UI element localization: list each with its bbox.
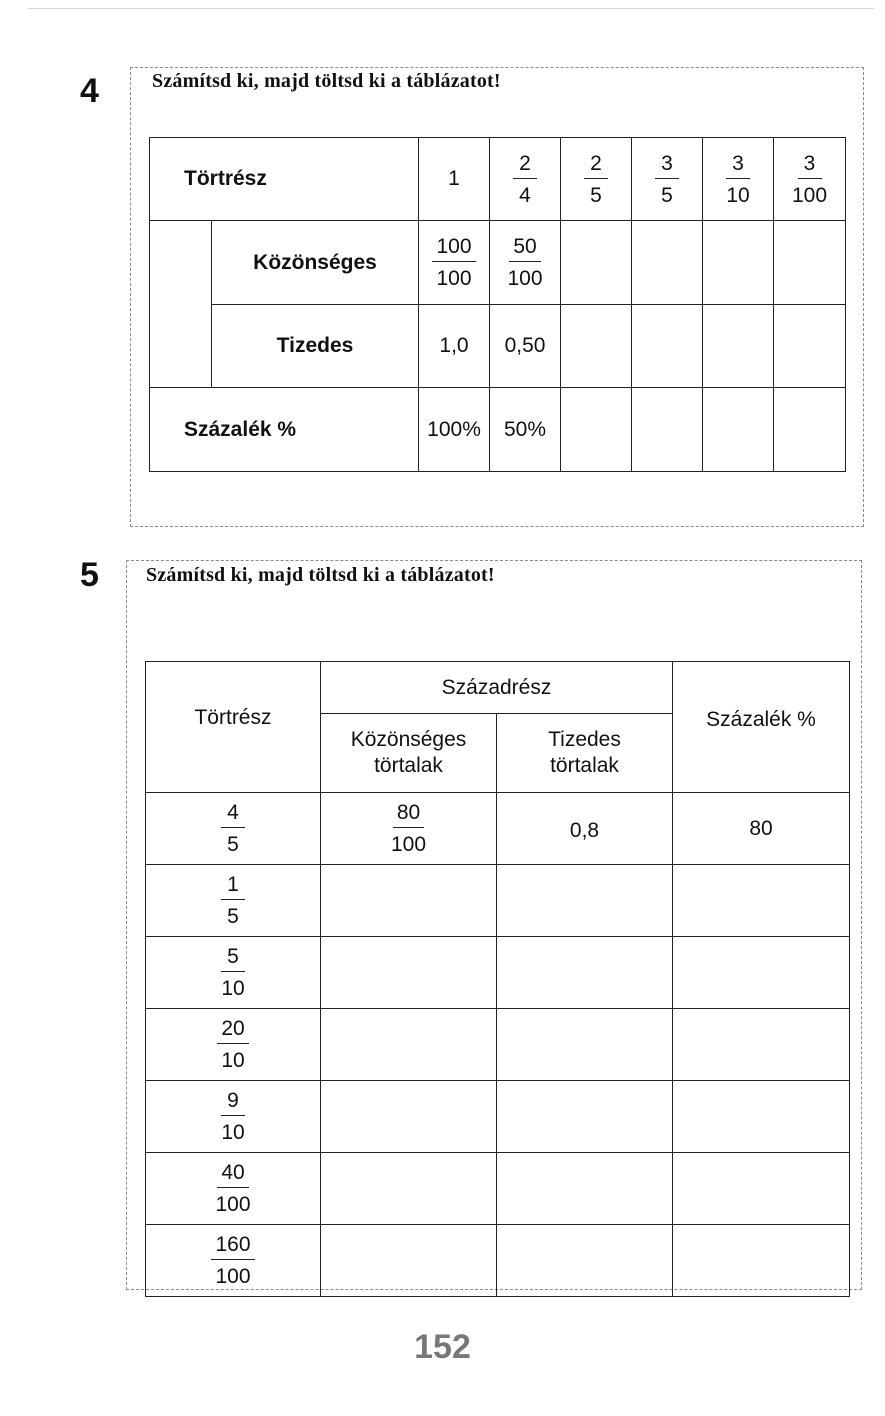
szazalek-cell[interactable] xyxy=(561,388,632,472)
tizedes-cell[interactable]: 1,0 xyxy=(419,305,490,388)
denominator: 10 xyxy=(221,977,245,1000)
tizedes-cell[interactable]: 0,50 xyxy=(490,305,561,388)
numerator: 2 xyxy=(584,153,608,179)
header-kozonseges-line2: törtalak xyxy=(374,754,443,777)
denominator: 5 xyxy=(661,183,673,207)
numerator: 80 xyxy=(393,802,424,828)
kozonseges-cell[interactable] xyxy=(321,1153,497,1225)
fraction xyxy=(503,236,546,289)
tortresz-cell xyxy=(146,1009,321,1081)
numerator: 4 xyxy=(221,802,245,828)
tortresz-cell xyxy=(146,793,321,865)
header-tortresz: Törtrész xyxy=(146,662,321,793)
numerator: 20 xyxy=(217,1018,248,1044)
kozonseges-cell[interactable] xyxy=(321,793,497,865)
denominator: 10 xyxy=(726,183,750,207)
denominator: 5 xyxy=(227,833,239,856)
kozonseges-cell[interactable] xyxy=(490,221,561,305)
header-szazadresz: Századrész xyxy=(321,662,673,714)
szazalek-cell[interactable] xyxy=(703,388,774,472)
fraction xyxy=(211,1162,254,1215)
tortresz-cell[interactable] xyxy=(632,138,703,221)
numerator: 1 xyxy=(221,874,245,900)
numerator: 160 xyxy=(211,1234,254,1260)
page-number: 152 xyxy=(414,1328,471,1366)
exercise-4-prompt: Számítsd ki, majd töltsd ki a táblázatot! xyxy=(152,70,501,92)
kozonseges-cell[interactable] xyxy=(321,1225,497,1297)
szazalek-cell[interactable]: 50% xyxy=(490,388,561,472)
header-row-1 xyxy=(146,662,850,714)
label-tizedes: Tizedes xyxy=(212,305,419,388)
fraction xyxy=(217,1090,248,1143)
header-szazalek: Százalék % xyxy=(673,662,850,793)
header-kozonseges xyxy=(321,714,497,793)
table-row xyxy=(146,1009,850,1081)
kozonseges-cell[interactable] xyxy=(703,221,774,305)
numerator: 3 xyxy=(655,153,679,179)
row-szazalek xyxy=(150,388,846,472)
numerator: 5 xyxy=(221,946,245,972)
top-rule xyxy=(28,8,874,9)
label-szazalek: Százalék % xyxy=(150,388,419,472)
fraction xyxy=(432,236,475,289)
fraction xyxy=(584,153,608,206)
numerator: 2 xyxy=(513,153,537,179)
numerator: 50 xyxy=(509,236,540,262)
row-kozonseges xyxy=(150,221,846,305)
kozonseges-cell[interactable] xyxy=(321,937,497,1009)
numerator: 40 xyxy=(217,1162,248,1188)
szazalek-cell[interactable] xyxy=(673,865,850,937)
tizedes-cell[interactable] xyxy=(632,305,703,388)
tortresz-cell[interactable] xyxy=(774,138,846,221)
szazalek-cell[interactable] xyxy=(673,937,850,1009)
table-row xyxy=(146,937,850,1009)
fraction xyxy=(211,1234,254,1287)
fraction xyxy=(221,874,245,927)
fraction xyxy=(655,153,679,206)
tizedes-cell[interactable] xyxy=(774,305,846,388)
tizedes-cell[interactable]: 0,8 xyxy=(497,793,673,865)
kozonseges-cell[interactable] xyxy=(561,221,632,305)
header-tizedes xyxy=(497,714,673,793)
tizedes-cell[interactable] xyxy=(561,305,632,388)
denominator: 100 xyxy=(507,267,543,290)
label-tortresz: Törtrész xyxy=(150,138,419,221)
denominator: 4 xyxy=(519,183,531,207)
tortresz-cell xyxy=(146,937,321,1009)
exercise-5-prompt: Számítsd ki, majd töltsd ki a táblázatot! xyxy=(146,564,495,586)
exercise-5-table xyxy=(145,661,850,1297)
table-row xyxy=(146,1081,850,1153)
tortresz-cell[interactable] xyxy=(703,138,774,221)
numerator: 3 xyxy=(726,153,750,179)
denominator: 100 xyxy=(390,833,427,856)
blank-left-cell xyxy=(150,221,212,388)
tizedes-cell[interactable] xyxy=(497,937,673,1009)
szazalek-cell[interactable] xyxy=(673,1225,850,1297)
header-tizedes-line2: törtalak xyxy=(550,754,619,777)
szazalek-cell[interactable]: 100% xyxy=(419,388,490,472)
tortresz-cell[interactable] xyxy=(561,138,632,221)
table-row xyxy=(146,1225,850,1297)
fraction xyxy=(387,802,430,855)
table-row xyxy=(146,865,850,937)
exercise-4-table xyxy=(149,137,846,472)
exercise-5-number: 5 xyxy=(80,556,99,594)
kozonseges-cell[interactable] xyxy=(419,221,490,305)
header-tizedes-line1: Tizedes xyxy=(548,727,621,751)
tortresz-cell xyxy=(146,1081,321,1153)
header-kozonseges-line1: Közönséges xyxy=(350,727,467,751)
table-row xyxy=(146,793,850,865)
denominator: 5 xyxy=(590,183,602,207)
szazalek-cell[interactable] xyxy=(673,1009,850,1081)
denominator: 100 xyxy=(436,267,472,290)
fraction xyxy=(513,153,537,206)
tizedes-cell[interactable] xyxy=(497,1009,673,1081)
kozonseges-cell[interactable] xyxy=(321,865,497,937)
tizedes-cell[interactable] xyxy=(497,1153,673,1225)
kozonseges-cell[interactable] xyxy=(321,1081,497,1153)
kozonseges-cell[interactable] xyxy=(321,1009,497,1081)
szazalek-cell[interactable]: 80 xyxy=(673,793,850,865)
fraction xyxy=(221,802,245,855)
kozonseges-cell[interactable] xyxy=(632,221,703,305)
label-kozonseges: Közönséges xyxy=(212,221,419,305)
tortresz-cell xyxy=(146,1225,321,1297)
tizedes-cell[interactable] xyxy=(497,1225,673,1297)
fraction xyxy=(788,153,831,206)
tortresz-cell xyxy=(146,865,321,937)
row-tizedes xyxy=(150,305,846,388)
row-tortresz xyxy=(150,138,846,221)
fraction xyxy=(217,946,248,999)
tizedes-cell[interactable] xyxy=(703,305,774,388)
fraction xyxy=(217,1018,248,1071)
numerator: 3 xyxy=(798,153,822,179)
tizedes-cell[interactable] xyxy=(497,865,673,937)
denominator: 100 xyxy=(791,183,828,207)
denominator: 5 xyxy=(227,905,239,928)
exercise-4-number: 4 xyxy=(80,72,99,110)
kozonseges-cell[interactable] xyxy=(774,221,846,305)
tortresz-cell[interactable] xyxy=(419,138,490,221)
denominator: 10 xyxy=(221,1121,245,1144)
fraction xyxy=(722,153,753,206)
szazalek-cell[interactable] xyxy=(673,1081,850,1153)
szazalek-cell[interactable] xyxy=(632,388,703,472)
tortresz-whole: 1 xyxy=(448,167,460,190)
szazalek-cell[interactable] xyxy=(673,1153,850,1225)
table-row xyxy=(146,1153,850,1225)
denominator: 100 xyxy=(215,1193,251,1216)
numerator: 100 xyxy=(432,236,475,262)
tizedes-cell[interactable] xyxy=(497,1081,673,1153)
tortresz-cell[interactable] xyxy=(490,138,561,221)
tortresz-cell xyxy=(146,1153,321,1225)
denominator: 100 xyxy=(215,1265,251,1288)
denominator: 10 xyxy=(221,1049,245,1072)
numerator: 9 xyxy=(221,1090,245,1116)
szazalek-cell[interactable] xyxy=(774,388,846,472)
